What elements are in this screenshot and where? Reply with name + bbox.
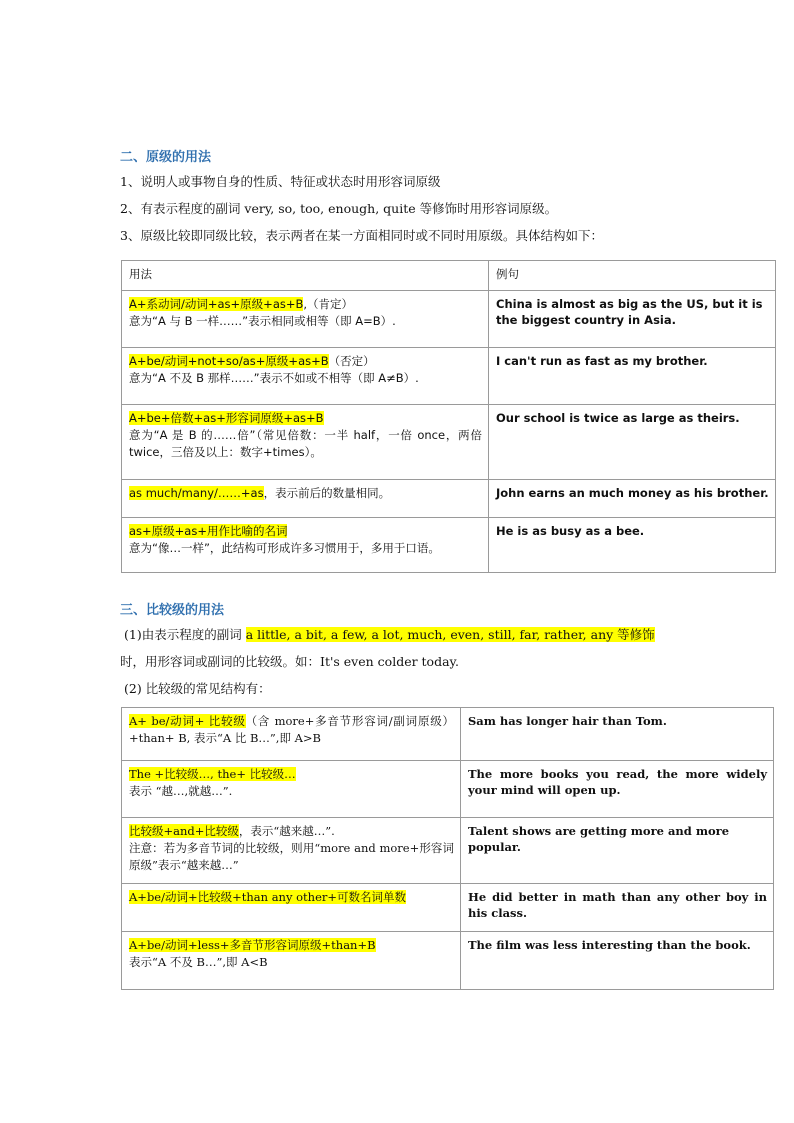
example-cell: Sam has longer hair than Tom.	[461, 708, 774, 761]
structure-meaning: 表示“A 不及 B…”,即 A<B	[129, 955, 268, 969]
section3-title: 三、比较级的用法	[120, 603, 225, 618]
usage-cell	[122, 405, 489, 480]
section2-line1: 1、说明人或事物自身的性质、特征或状态时用形容词原级	[120, 174, 441, 189]
header-example: 例句	[489, 261, 776, 291]
structure-highlight: as+原级+as+用作比喻的名词	[129, 524, 288, 538]
example-cell: The more books you read, the more widely your mind will open up.	[461, 761, 774, 818]
table-row	[122, 348, 776, 405]
example-cell: He did better in math than any other boy in his class.	[461, 884, 774, 932]
structure-meaning: 意为“A 不及 B 那样……”表示不如或不相等（即 A≠B）.	[129, 371, 419, 385]
table-row	[122, 884, 774, 932]
table-row	[122, 405, 776, 480]
structure-note: ,（肯定）	[303, 297, 354, 311]
structure-highlight: as much/many/……+as	[129, 486, 264, 500]
structure-note: （否定）	[328, 354, 375, 368]
structure-note: （含 more+多音节形容词/副词原级）+than+ B, 表示“A 比 B…”,即 A>B	[129, 714, 454, 745]
table-row	[122, 932, 774, 990]
adverb-list-highlight: a little, a bit, a few, a lot, much, even, still, far, rather, any 等修饰	[245, 627, 655, 642]
structure-highlight: A+be/动词+not+so/as+原级+as+B	[129, 354, 329, 368]
structure-meaning: 注意：若为多音节词的比较级，则用“more and more+形容词原级”表示“越来越…”	[129, 841, 454, 872]
usage-cell	[122, 761, 461, 818]
section3-line1-pre: (1)由表示程度的副词	[124, 627, 246, 642]
usage-cell	[122, 518, 489, 573]
header-usage: 用法	[122, 261, 489, 291]
structure-highlight: The +比较级…, the+ 比较级…	[129, 767, 296, 781]
example-cell: The film was less interesting than the book.	[461, 932, 774, 990]
example-cell: John earns an much money as his brother.	[489, 480, 776, 518]
section3-line1-cont: 时，用形容词或副词的比较级。如：It's even colder today.	[120, 654, 459, 669]
section3-line1	[124, 627, 655, 643]
usage-cell	[122, 818, 461, 884]
structure-highlight: 比较级+and+比较级	[129, 824, 239, 838]
table-row	[122, 291, 776, 348]
structure-highlight: A+be/动词+比较级+than any other+可数名词单数	[129, 890, 407, 904]
example-cell: Our school is twice as large as theirs.	[489, 405, 776, 480]
usage-cell	[122, 480, 489, 518]
structure-highlight: A+ be/动词+ 比较级	[129, 714, 246, 728]
example-cell: I can't run as fast as my brother.	[489, 348, 776, 405]
structure-note: ，表示前后的数量相同。	[263, 486, 391, 500]
section2-title: 二、原级的用法	[120, 150, 212, 165]
table-row	[122, 708, 774, 761]
structure-note: ，表示“越来越…”.	[238, 824, 335, 838]
table-row	[122, 761, 774, 818]
example-cell: China is almost as big as the US, but it is the biggest country in Asia.	[489, 291, 776, 348]
section2-line3: 3、原级比较即同级比较，表示两者在某一方面相同时或不同时用原级。具体结构如下：	[120, 228, 603, 243]
usage-cell	[122, 708, 461, 761]
structure-highlight: A+be/动词+less+多音节形容词原级+than+B	[129, 938, 376, 952]
structure-meaning: 表示 “越…,就越…”.	[129, 784, 233, 798]
structure-highlight: A+系动词/动词+as+原级+as+B	[129, 297, 304, 311]
structure-meaning: 意为“A 是 B 的……倍”（常见倍数：一半 half，一倍 once，两倍 twice，三倍及以上：数字+times）。	[129, 428, 482, 459]
structure-meaning: 意为“A 与 B 一样……”表示相同或相等（即 A=B）.	[129, 314, 396, 328]
positive-degree-table	[121, 260, 776, 573]
structure-meaning: 意为“像…一样”，此结构可形成许多习惯用于，多用于口语。	[129, 541, 440, 555]
usage-cell	[122, 348, 489, 405]
table-header-row	[122, 261, 776, 291]
table-row	[122, 818, 774, 884]
example-cell: Talent shows are getting more and more popular.	[461, 818, 774, 884]
section3-line2: (2) 比较级的常见结构有：	[124, 681, 271, 696]
structure-highlight: A+be+倍数+as+形容词原级+as+B	[129, 411, 324, 425]
table-row	[122, 518, 776, 573]
usage-cell	[122, 884, 461, 932]
usage-cell	[122, 291, 489, 348]
section2-line2: 2、有表示程度的副词 very, so, too, enough, quite 等修饰时用形容词原级。	[120, 201, 558, 216]
table-row	[122, 480, 776, 518]
example-cell: He is as busy as a bee.	[489, 518, 776, 573]
comparative-table	[121, 707, 774, 990]
usage-cell	[122, 932, 461, 990]
